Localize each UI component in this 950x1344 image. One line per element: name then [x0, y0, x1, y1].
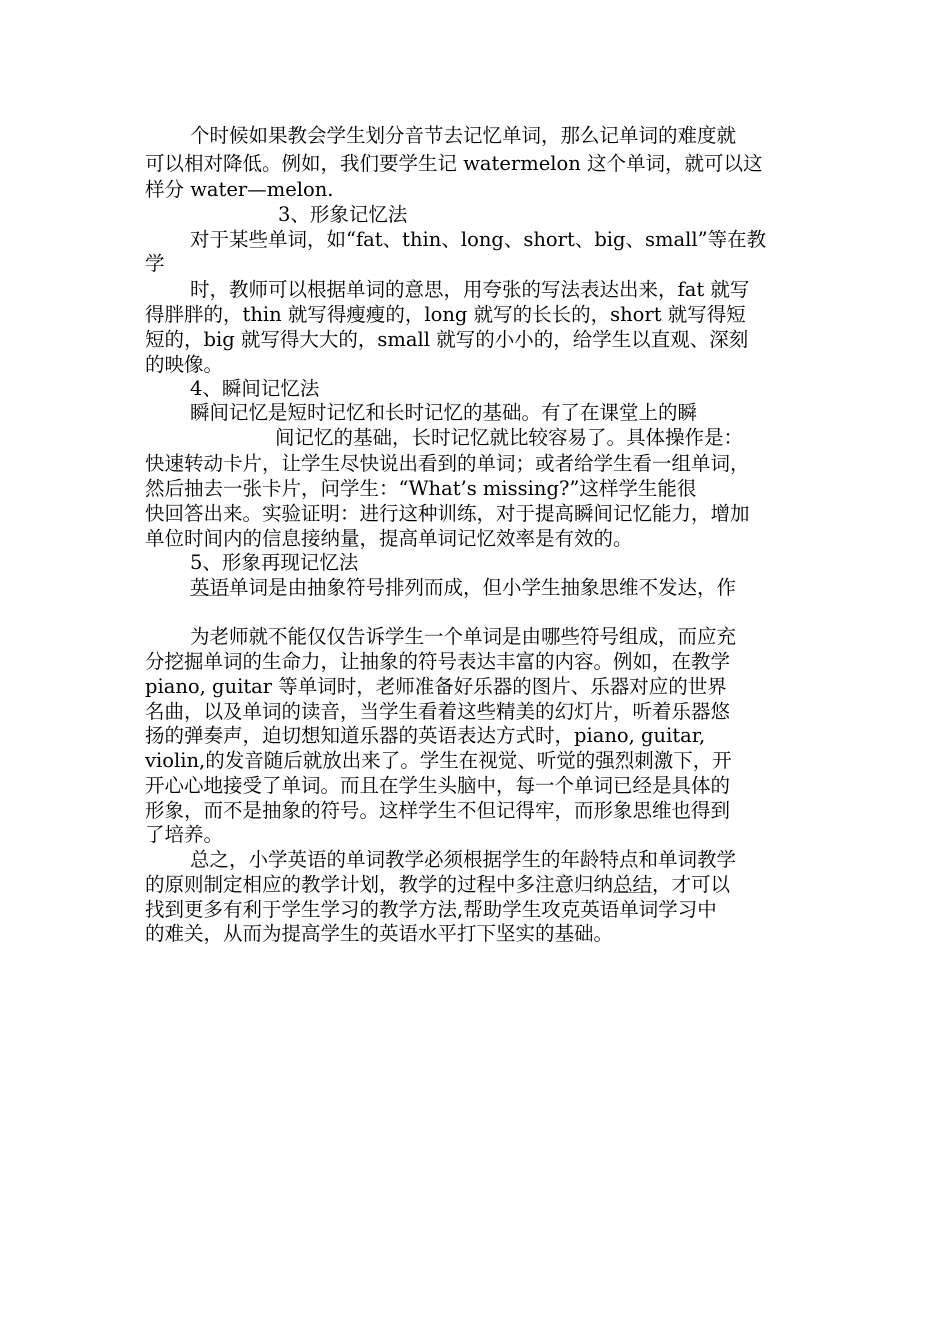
text-line: 可以相对降低。例如，我们要学生记 watermelon 这个单词，就可以这 [145, 152, 763, 175]
text-line: 然后抽去一张卡片，问学生：“What’s missing?”这样学生能很 [145, 477, 697, 500]
section-heading: 4、瞬间记忆法 [190, 377, 320, 400]
text-line: 形象，而不是抽象的符号。这样学生不但记得牢，而形象思维也得到 [145, 799, 731, 822]
text-line: 的映像。 [145, 353, 224, 376]
text-line: 分挖掘单词的生命力，让抽象的符号表达丰富的内容。例如，在教学 [145, 650, 731, 673]
text-segment: 的原则制定相应的教学计划，教学的过程中多注意归纳 [145, 873, 614, 896]
text-line: 扬的弹奏声，迫切想知道乐器的英语表达方式时，piano, guitar, [145, 724, 706, 747]
section-heading: 5、形象再现记忆法 [190, 551, 359, 574]
link-english[interactable]: 英语 [190, 576, 230, 599]
text-line: 瞬间记忆是短时记忆和长时记忆的基础。有了在课堂上的瞬 [190, 401, 698, 424]
text-line: 间记忆的基础，长时记忆就比较容易了。具体操作是： [275, 426, 744, 449]
text-line: violin,的发音随后就放出来了。学生在视觉、听觉的强烈刺激下，开 [145, 749, 732, 772]
text-line: 快回答出来。实验证明：进行这种训练，对于提高瞬间记忆能力，增加 [145, 502, 750, 525]
text-line: 快速转动卡片，让学生尽快说出看到的单词；或者给学生看一组单词， [145, 452, 750, 475]
text-line: 总之，小学英语的单词教学必须根据学生的年龄特点和单词教学 [190, 848, 737, 871]
link-summary[interactable]: 总结 [613, 873, 653, 896]
text-line: 学 [145, 252, 165, 275]
text-line: 对于某些单词，如“fat、thin、long、short、big、small”等在教 [190, 228, 767, 251]
text-segment: 单词是由抽象符号排列而成，但小学生抽象思维不发达，作 [229, 576, 737, 599]
text-segment: ，才可以 [652, 873, 731, 896]
section-heading: 3、形象记忆法 [278, 203, 408, 226]
text-line: 的难关，从而为提高学生的英语水平打下坚实的基础。 [145, 922, 614, 945]
text-line [145, 873, 810, 897]
text-line: 开心心地接受了单词。而且在学生头脑中，每一个单词已经是具体的 [145, 774, 731, 797]
text-line: 找到更多有利于学生学习的教学方法,帮助学生攻克英语单词学习中 [145, 898, 717, 921]
text-line: 了培养。 [145, 823, 224, 846]
text-line: 样分 water—melon. [145, 178, 334, 201]
text-line: 得胖胖的，thin 就写得瘦瘦的，long 就写的长长的，short 就写得短 [145, 303, 746, 326]
text-line: 为老师就不能仅仅告诉学生一个单词是由哪些符号组成，而应充 [190, 625, 737, 648]
text-line: piano, guitar 等单词时，老师准备好乐器的图片、乐器对应的世界 [145, 675, 727, 698]
text-line: 名曲，以及单词的读音，当学生看着这些精美的幻灯片，听着乐器悠 [145, 700, 731, 723]
text-line [190, 576, 855, 600]
text-line: 单位时间内的信息接纳量，提高单词记忆效率是有效的。 [145, 527, 633, 550]
text-line: 个时候如果教会学生划分音节去记忆单词，那么记单词的难度就 [190, 124, 737, 147]
text-line: 短的，big 就写得大大的，small 就写的小小的，给学生以直观、深刻 [145, 328, 749, 351]
text-line: 时，教师可以根据单词的意思，用夸张的写法表达出来，fat 就写 [190, 278, 750, 301]
